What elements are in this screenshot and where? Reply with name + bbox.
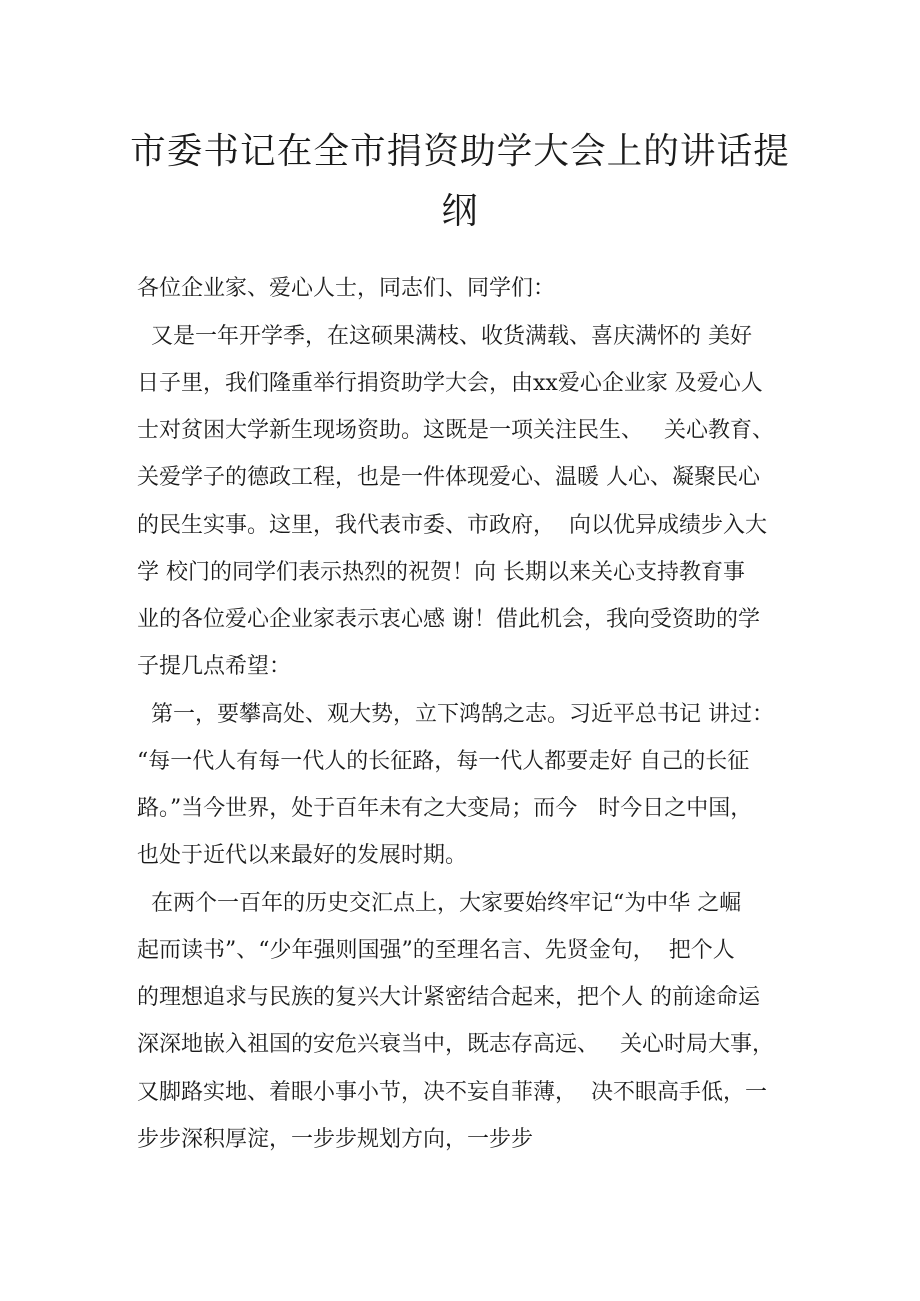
body-line: 关爱学子的德政工程，也是一件体现爱心、温暖 人心、凝聚民心: [137, 465, 760, 490]
body-line: 路。”当今世界，处于百年未有之大变局；而今 时今日之中国，: [137, 796, 753, 821]
body-line: 又是一年开学季，在这硕果满枝、收货满载、喜庆满怀的 美好: [137, 324, 752, 349]
salutation: 各位企业家、爱心人士，同志们、同学们：: [137, 276, 556, 301]
body-line: 日子里，我们隆重举行捐资助学大会，由xx爱心企业家 及爱心人: [137, 371, 763, 396]
body-line: 深深地嵌入祖国的安危兴衰当中，既志存高远、 关心时局大事，: [137, 1032, 774, 1057]
body-line: 子提几点希望：: [137, 654, 292, 679]
document-title-line-1: 市委书记在全市捐资助学大会上的讲话提: [130, 131, 790, 172]
body-line: 步步深积厚淀，一步步规划方向，一步步: [137, 1127, 534, 1152]
body-line: 也处于近代以来最好的发展时期。: [137, 843, 468, 868]
body-line: 第一，要攀高处、观大势，立下鸿鹄之志。习近平总书记 讲过：: [137, 702, 774, 727]
body-line: 业的各位爱心企业家表示衷心感 谢！借此机会，我向受资助的学: [137, 607, 760, 632]
body-line: 又脚路实地、着眼小事小节，决不妄自菲薄， 决不眼高手低，一: [137, 1080, 767, 1105]
body-line: 起而读书”、“少年强则国强”的至理名言、先贤金句， 把个人: [137, 938, 735, 963]
body-line: 的民生实事。这里，我代表市委、市政府， 向以优异成绩步入大: [137, 513, 767, 538]
body-line: 在两个一百年的历史交汇点上，大家要始终牢记“为中华 之崛: [137, 891, 742, 916]
document-title-line-2: 纲: [441, 191, 479, 232]
body-line: 的理想追求与民族的复兴大计紧密结合起来，把个人 的前途命运: [137, 985, 760, 1010]
body-line: 士对贫困大学新生现场资助。这既是一项关注民生、 关心教育、: [137, 418, 774, 443]
body-line: “每一代人有每一代人的长征路，每一代人都要走好 自己的长征: [137, 749, 750, 774]
body-line: 学 校门的同学们表示热烈的祝贺！向 长期以来关心支持教育事: [137, 560, 745, 585]
